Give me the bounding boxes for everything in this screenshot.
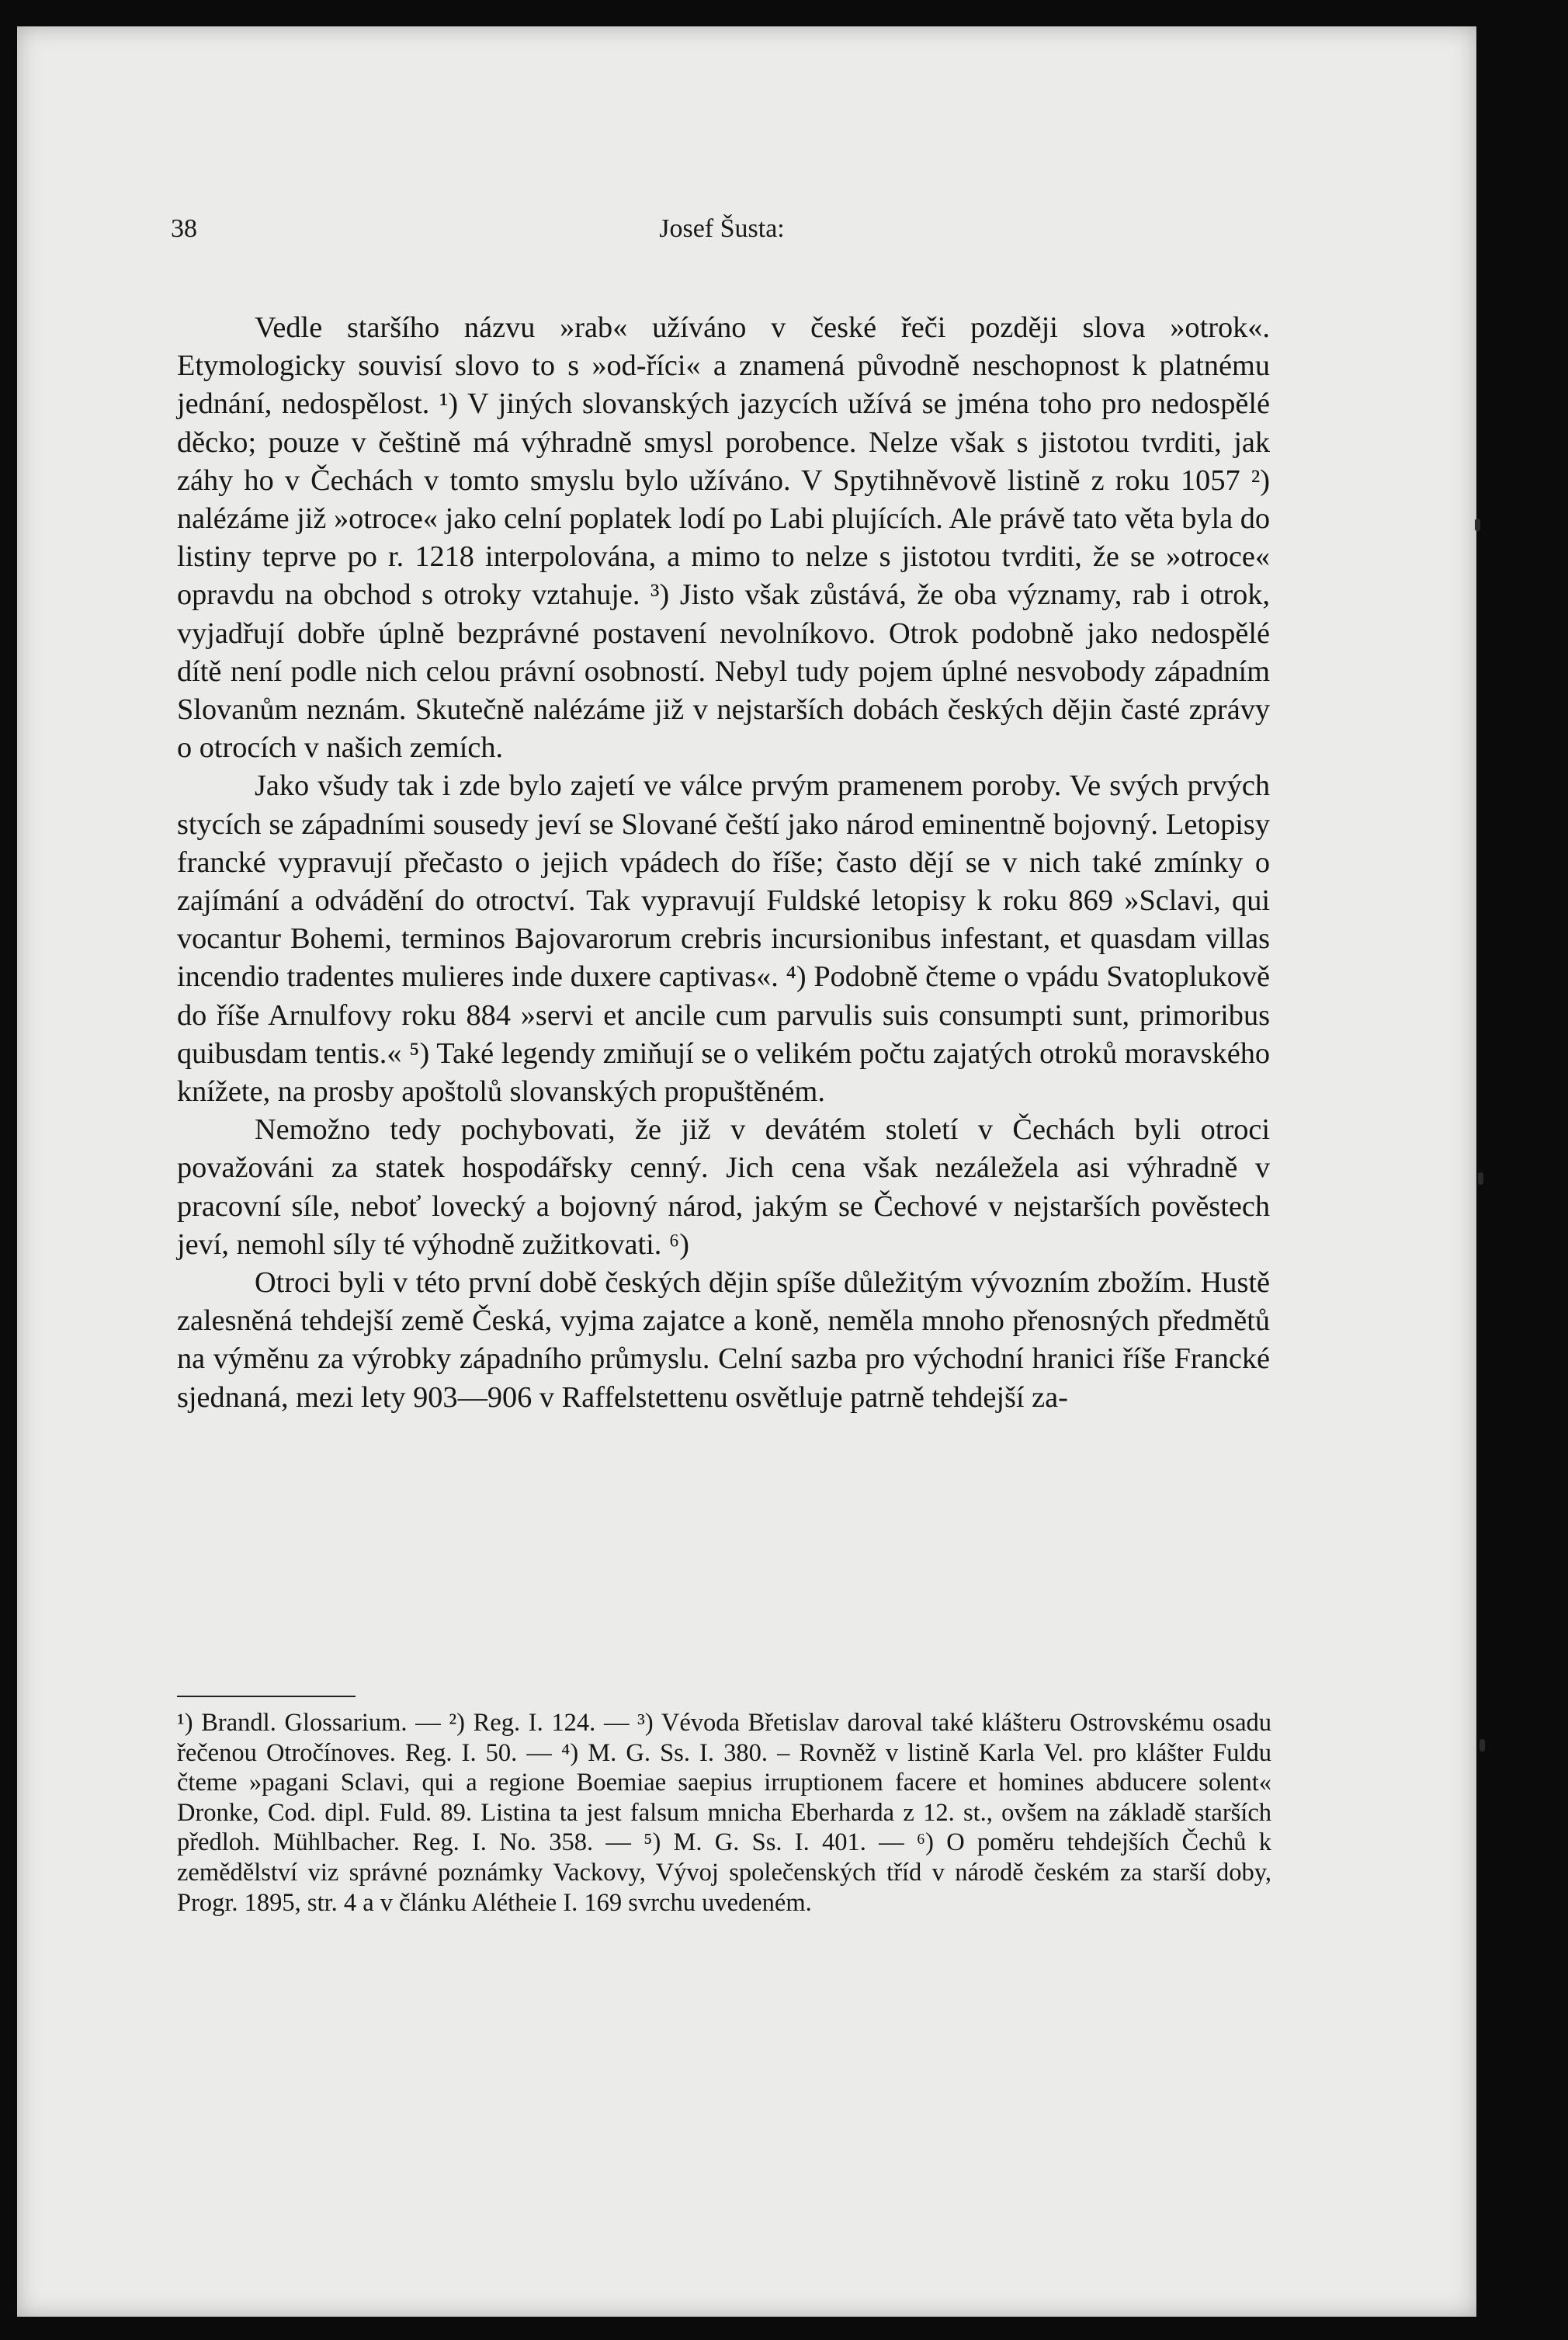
footnotes: ¹) Brandl. Glossarium. — ²) Reg. I. 124. — ³) Vévoda Břetislav daroval také klášteru Ostrovskému osadu řečenou Otročínoves. Reg. I. 50. — ⁴) M. G. Ss. I. 380. – Rovněž v listině Karla Vel. pro klášter Fuldu čteme »pagani Sclavi, qui a regione Boemiae saepius irruptionem facere et homines abducere solent« Dronke, Cod. dipl. Fuld. 89. Listina ta jest falsum mnicha Eberharda z 12. st., ovšem na základě starších předloh. Mühlbacher. Reg. I. No. 358. — ⁵) M. G. Ss. I. 401. — ⁶) O poměru tehdejších Čechů k zemědělství viz správné poznámky Vackovy, Vývoj společenských tříd v národě českém za starší doby, Progr. 1895, str. 4 a v článku Alétheie I. 169 svrchu uvedeném. [177, 1709, 1271, 1917]
paragraph-1: Vedle staršího názvu »rab« užíváno v české řeči později slova »otrok«. Etymologicky souvisí slovo to s »od-říci« a znamená původně neschopnost k platnému jednání, nedospělost. ¹) V jiných slovanských jazycích užívá se jména toho pro nedospělé děcko; pouze v češtině má výhradně smysl porobence. Nelze však s jistotou tvrditi, jak záhy ho v Čechách v tomto smyslu bylo užíváno. V Spytihněvově listině z roku 1057 ²) nalézáme již »otroce« jako celní poplatek lodí po Labi plujících. Ale právě tato věta byla do listiny teprve po r. 1218 interpolována, a mimo to nelze s jistotou tvrditi, že se »otroce« opravdu na obchod s otroky vztahuje. ³) Jisto však zůstává, že oba významy, rab i otrok, vyjadřují dobře úplně bezprávné postavení nevolníkovo. Otrok podobně jako nedospělé dítě není podle nich celou právní osobností. Nebyl tudy pojem úplné nesvobody západním Slovanům neznám. Skutečně nalézáme již v nejstarších dobách českých dějin časté zprávy o otrocích v našich zemích. [177, 311, 1270, 765]
margin-mark [1475, 519, 1480, 531]
page-number: 38 [171, 214, 197, 243]
page-header [171, 214, 1273, 253]
paragraph-4: Otroci byli v této první době českých dějin spíše důležitým vývozním zbožím. Hustě zalesněná tehdejší země Česká, vyjma zajatce a koně, neměla mnoho přenosných předmětů na výměnu za výrobky západního průmyslu. Celní sazba pro východní hranici říše Francké sjednaná, mezi lety 903—906 v Raffelstettenu osvětluje patrně tehdejší za- [177, 1266, 1270, 1414]
margin-mark [1480, 1739, 1485, 1752]
running-title: Josef Šusta: [659, 214, 785, 243]
paragraph-3: Nemožno tedy pochybovati, že již v devátém století v Čechách byli otroci považováni za statek hospodářsky cenný. Jich cena však nezáležela asi výhradně v pracovní síle, neboť lovecký a bojovný národ, jakým se Čechové v nejstarších pověstech jeví, nemohl síly té výhodně zužitkovati. ⁶) [177, 1113, 1270, 1261]
main-text [177, 309, 1270, 1417]
margin-mark [1478, 1172, 1483, 1185]
footnote-divider [177, 1696, 356, 1697]
paragraph-2: Jako všudy tak i zde bylo zajetí ve válce prvým pramenem poroby. Ve svých prvých stycích se západními sousedy jeví se Slované čeští jako národ eminentně bojovný. Letopisy francké vypravují přečasto o jejich vpádech do říše; často dějí se v nich také zmínky o zajímání a odvádění do otroctví. Tak vypravují Fuldské letopisy k roku 869 »Sclavi, qui vocantur Bohemi, terminos Bajovarorum crebris incursionibus infestant, et quasdam villas incendio tradentes mulieres inde duxere captivas«. ⁴) Podobně čteme o vpádu Svatoplukově do říše Arnulfovy roku 884 »servi et ancile cum parvulis suis consumpti sunt, primoribus quibusdam tentis.« ⁵) Také legendy zmiňují se o velikém počtu zajatých otroků moravského knížete, na prosby apoštolů slovanských propuštěném. [177, 769, 1270, 1109]
